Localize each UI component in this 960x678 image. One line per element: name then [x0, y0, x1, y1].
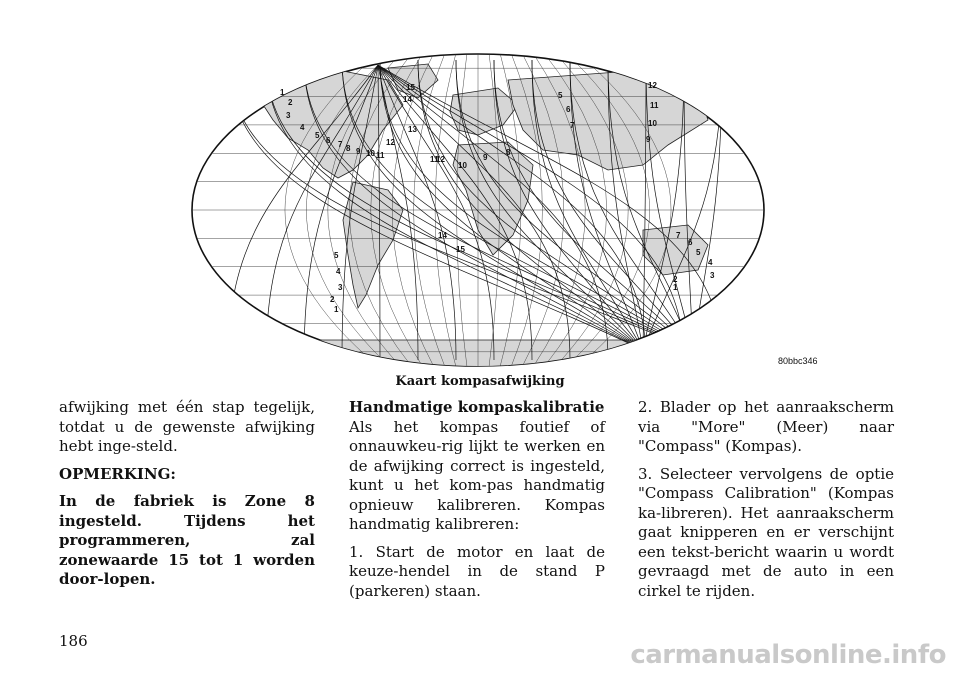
- figure-code: 80bbc346: [778, 356, 818, 366]
- zone-number: 14: [438, 231, 447, 240]
- zone-number: 11: [376, 151, 385, 160]
- section-heading: Handmatige kompaskalibratie: [349, 398, 605, 416]
- zone-number: 7: [676, 231, 681, 240]
- zone-number: 14: [403, 95, 412, 104]
- zone-number: 5: [315, 131, 320, 140]
- zone-number: 11: [430, 155, 439, 164]
- zone-number: 12: [436, 155, 445, 164]
- paragraph: afwijking met één stap tegelijk, totdat u de gewenste afwijking hebt inge-steld.: [59, 398, 315, 455]
- zone-number: 5: [334, 251, 339, 260]
- zone-number: 7: [570, 121, 575, 130]
- zone-number: 2: [330, 295, 335, 304]
- zone-number: 6: [566, 105, 571, 114]
- step-2: 2. Blader op het aanraakscherm via "More" (Meer) naar "Compass" (Kompas).: [638, 398, 894, 455]
- zone-number: 10: [366, 149, 375, 158]
- step-3: 3. Selecteer vervolgens de optie "Compass Calibration" (Kompas ka-libreren). Het aanraakscherm gaat knipperen en er verschijnt een tekst-bericht waarin u wordt gevraagd met de auto in een cirkel te rijden.: [638, 464, 894, 600]
- zone-number: 8: [506, 148, 511, 157]
- zone-number: 10: [648, 119, 657, 128]
- zone-number: 12: [648, 81, 657, 90]
- figure-caption: Kaart kompasafwijking: [395, 374, 565, 389]
- zone-number: 7: [338, 140, 343, 149]
- zone-number: 5: [558, 91, 563, 100]
- zone-number: 2: [673, 275, 678, 284]
- compass-variance-map: [188, 50, 768, 370]
- zone-number: 1: [334, 305, 339, 314]
- zone-number: 15: [406, 83, 415, 92]
- zone-number: 1: [280, 88, 285, 97]
- zone-number: 3: [338, 283, 343, 292]
- zone-number: 6: [326, 136, 331, 145]
- world-map-figure: [188, 50, 768, 370]
- zone-number: 9: [356, 147, 361, 156]
- zone-number: 4: [336, 267, 341, 276]
- zone-number: 2: [288, 98, 293, 107]
- step-1: 1. Start de motor en laat de keuze-hendel in de stand P (parkeren) staan.: [349, 542, 605, 600]
- zone-number: 3: [286, 111, 291, 120]
- zone-number: 10: [458, 161, 467, 170]
- zone-number: 5: [696, 248, 701, 257]
- note-text: In de fabriek is Zone 8 ingesteld. Tijdens het programmeren, zal zonewaarde 15 tot 1 worden door-lopen.: [59, 492, 315, 588]
- zone-number: 12: [386, 138, 395, 147]
- note-label: OPMERKING:: [59, 464, 176, 483]
- text-column-2: [349, 398, 605, 609]
- zone-number: 1: [673, 283, 678, 292]
- zone-number: 4: [708, 258, 713, 267]
- zone-number: 8: [346, 144, 351, 153]
- zone-number: 13: [408, 125, 417, 134]
- text-column-1: [59, 398, 315, 598]
- text-column-3: [638, 398, 894, 609]
- zone-number: 9: [646, 135, 651, 144]
- zone-number: 15: [456, 245, 465, 254]
- zone-number: 11: [650, 101, 659, 110]
- zone-number: 4: [300, 123, 305, 132]
- paragraph: Als het kompas foutief of onnauwkeu-rig lijkt te werken en de afwijking correct is ingesteld, kunt u het kom-pas handmatig opnieuw kalibreren. Kompas handmatig kalibreren:: [349, 417, 605, 533]
- watermark: carmanualsonline.info: [630, 640, 946, 670]
- zone-number: 3: [710, 271, 715, 280]
- zone-number: 6: [688, 238, 693, 247]
- page-number: 186: [59, 632, 88, 650]
- zone-number: 9: [483, 153, 488, 162]
